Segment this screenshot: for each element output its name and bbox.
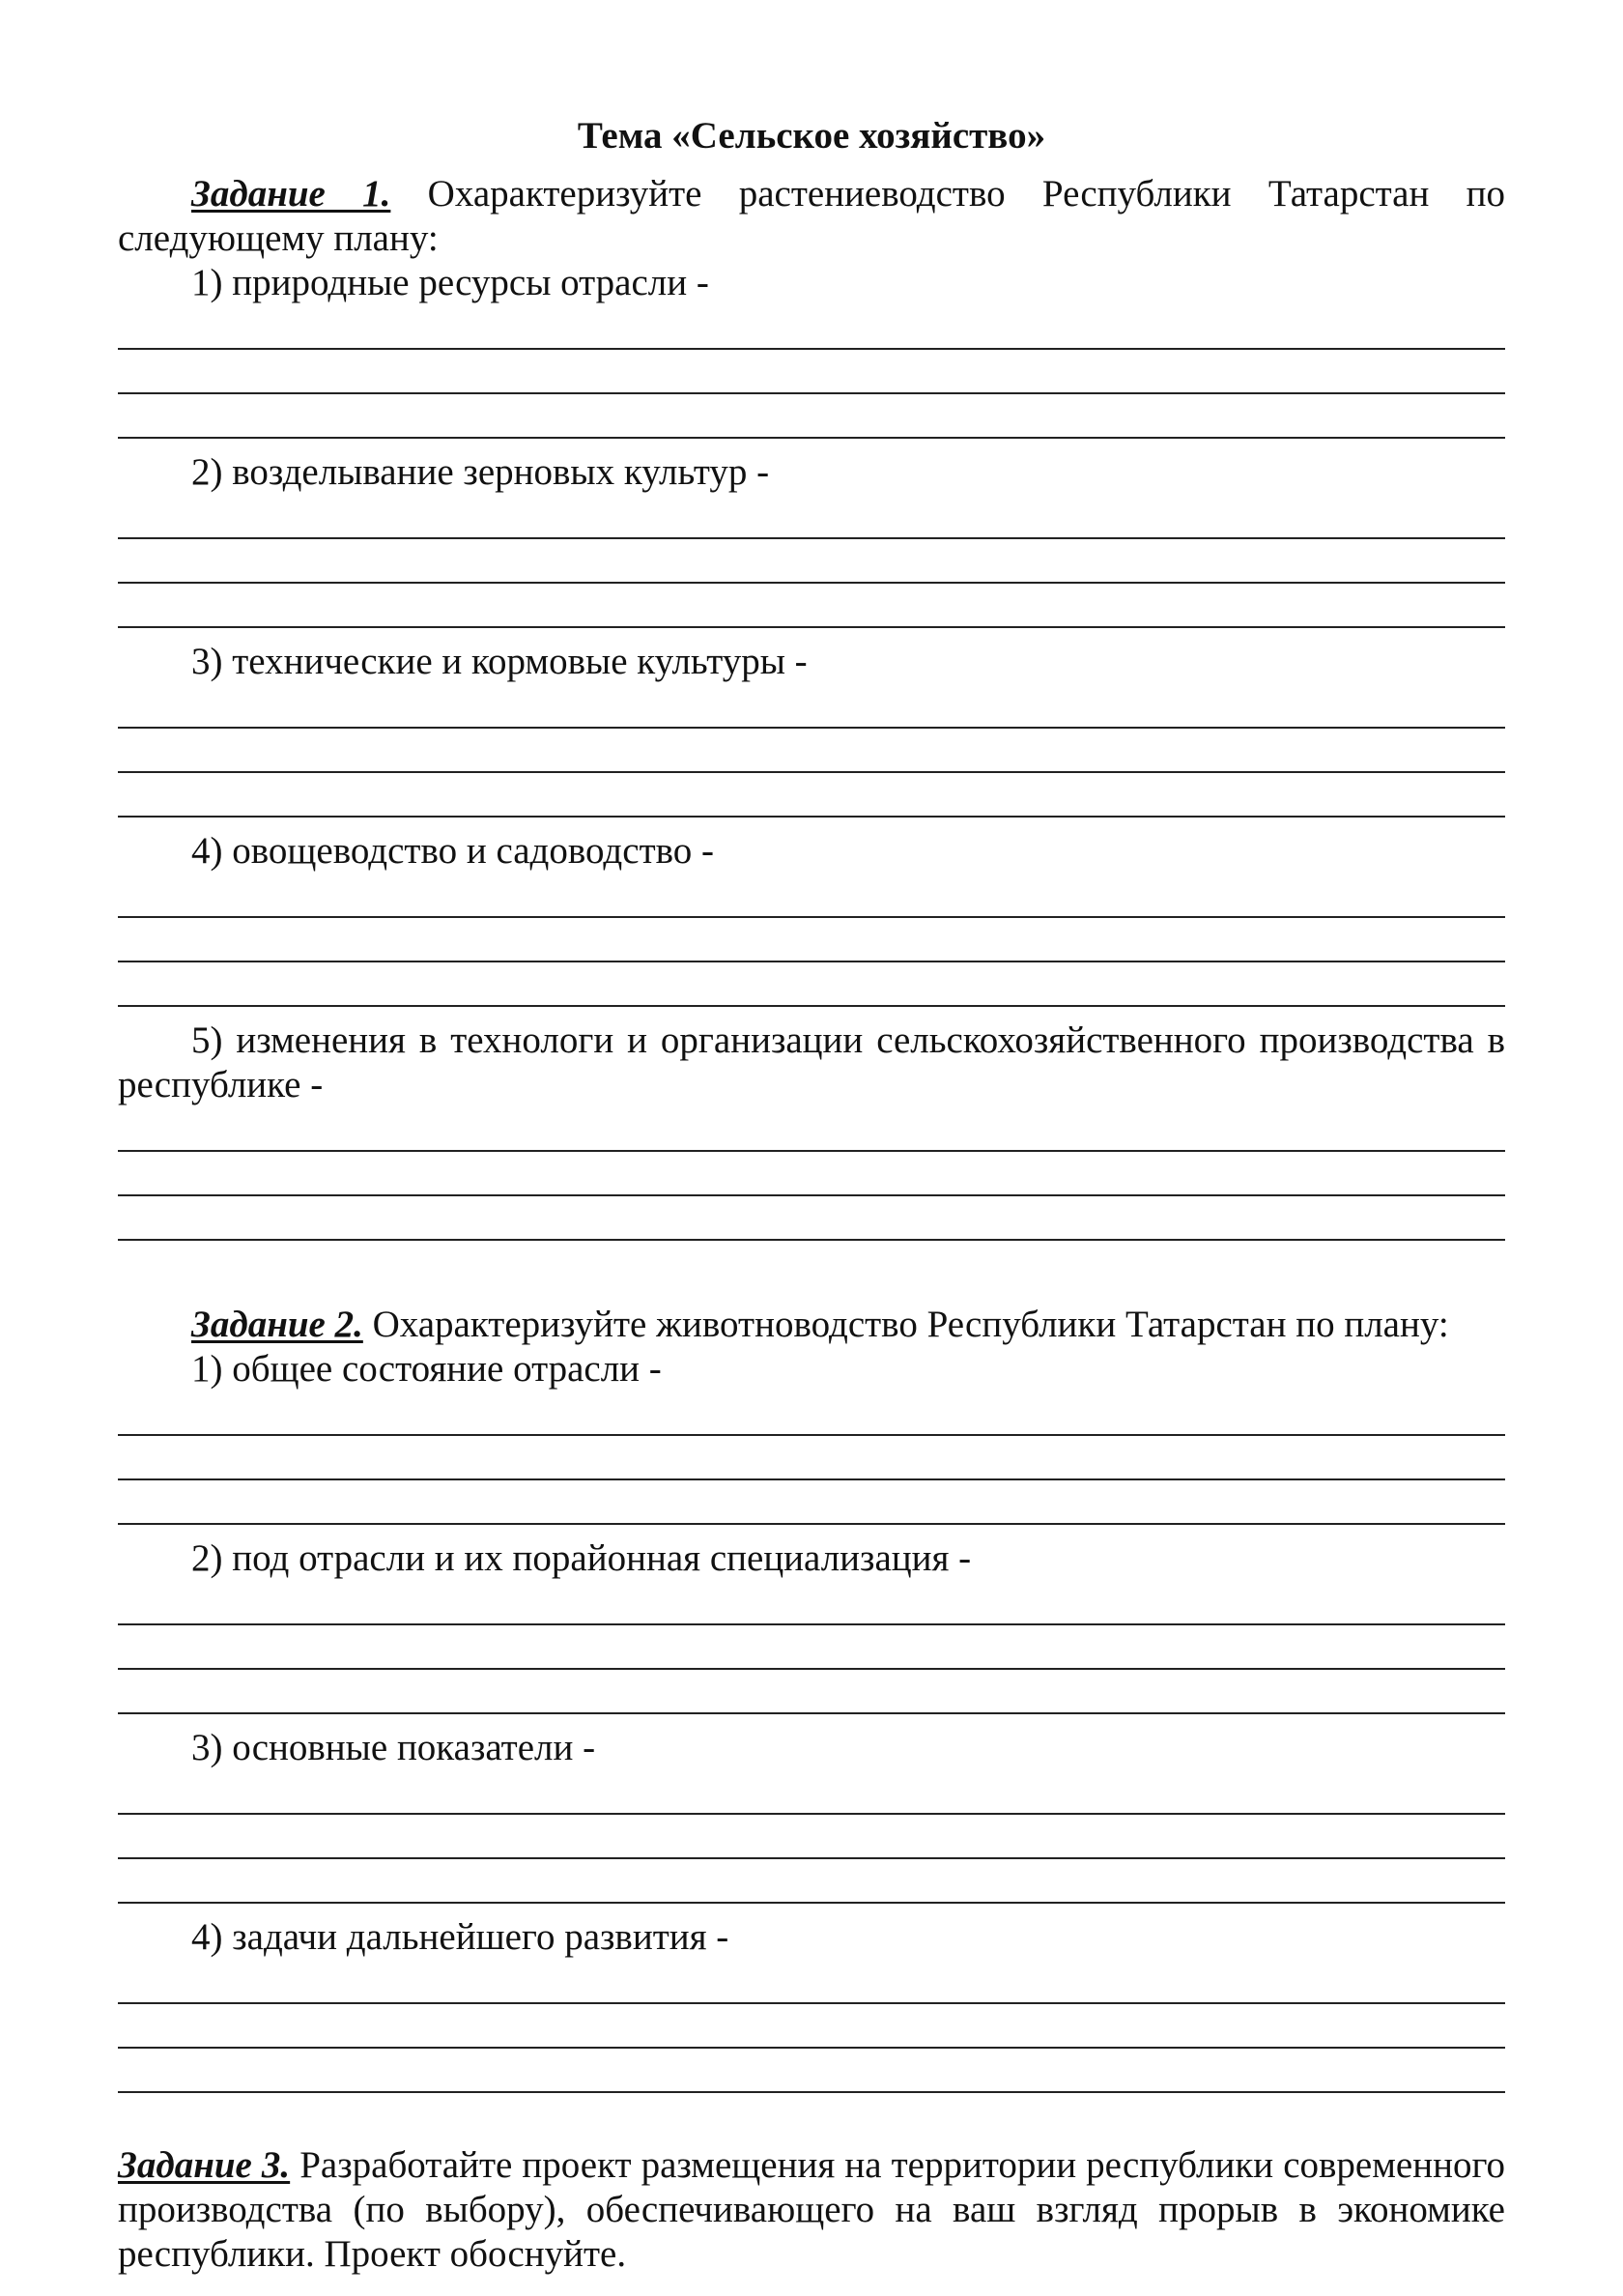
task1-item-2-block xyxy=(118,450,1505,628)
answer-lines xyxy=(118,1581,1505,1714)
answer-line[interactable] xyxy=(118,1196,1505,1241)
task2-item-4-block xyxy=(118,1915,1505,2093)
answer-line[interactable] xyxy=(118,539,1505,584)
answer-line[interactable] xyxy=(118,1480,1505,1525)
answer-line[interactable] xyxy=(118,495,1505,539)
task1-item-5-block xyxy=(118,1019,1505,1241)
answer-line[interactable] xyxy=(118,1770,1505,1815)
answer-lines xyxy=(118,1770,1505,1904)
task2-item-2-block xyxy=(118,1536,1505,1714)
answer-line[interactable] xyxy=(118,773,1505,818)
answer-line[interactable] xyxy=(118,1436,1505,1480)
task2-prompt xyxy=(118,1303,1505,1347)
answer-line[interactable] xyxy=(118,874,1505,918)
task2-item-2: 2) под отрасли и их порайонная специализация - xyxy=(191,1537,972,1579)
answer-line[interactable] xyxy=(118,1670,1505,1714)
answer-line[interactable] xyxy=(118,2049,1505,2093)
answer-lines xyxy=(118,874,1505,1007)
task2-label: Задание 2. xyxy=(191,1304,363,1345)
task2-item-4: 4) задачи дальнейшего развития - xyxy=(191,1916,729,1958)
task1-item-1: 1) природные ресурсы отрасли - xyxy=(191,262,709,303)
answer-line[interactable] xyxy=(118,394,1505,439)
answer-lines xyxy=(118,684,1505,818)
page-title: Тема «Сельское хозяйство» xyxy=(577,115,1046,157)
answer-line[interactable] xyxy=(118,729,1505,773)
answer-lines xyxy=(118,1960,1505,2093)
worksheet-content xyxy=(118,114,1505,2277)
task1-item-2: 2) возделывание зерновых культур - xyxy=(191,451,770,493)
task3-text: Разработайте проект размещения на территории республики современного производства (по выбору), обеспечивающего на ваш взгляд прорыв в экономике республики. Проект обоснуйте. xyxy=(118,2144,1505,2275)
answer-line[interactable] xyxy=(118,305,1505,350)
answer-line[interactable] xyxy=(118,1392,1505,1436)
spacer xyxy=(118,2105,1505,2143)
answer-line[interactable] xyxy=(118,1859,1505,1904)
task2-item-1-block xyxy=(118,1347,1505,1525)
answer-line[interactable] xyxy=(118,350,1505,394)
answer-line[interactable] xyxy=(118,918,1505,962)
task3-label: Задание 3. xyxy=(118,2144,291,2186)
answer-line[interactable] xyxy=(118,1960,1505,2004)
task1-label: Задание 1. xyxy=(191,173,391,215)
task2-text: Охарактеризуйте животноводство Республики Татарстан по плану: xyxy=(362,1304,1449,1345)
spacer xyxy=(118,1252,1505,1303)
task2-item-3: 3) основные показатели - xyxy=(191,1727,596,1768)
answer-line[interactable] xyxy=(118,684,1505,729)
task1-text: Охарактеризуйте растениеводство Республики Татарстан по следующему плану: xyxy=(118,173,1505,259)
task1-item-1-block xyxy=(118,261,1505,439)
answer-line[interactable] xyxy=(118,1107,1505,1152)
task1-item-3: 3) технические и кормовые культуры - xyxy=(191,641,808,682)
answer-line[interactable] xyxy=(118,584,1505,628)
answer-line[interactable] xyxy=(118,962,1505,1007)
answer-lines xyxy=(118,1392,1505,1525)
answer-line[interactable] xyxy=(118,1815,1505,1859)
task1-prompt xyxy=(118,172,1505,261)
answer-line[interactable] xyxy=(118,1625,1505,1670)
task1-item-4-block xyxy=(118,829,1505,1007)
task1-item-4: 4) овощеводство и садоводство - xyxy=(191,830,715,872)
answer-line[interactable] xyxy=(118,1581,1505,1625)
answer-line[interactable] xyxy=(118,2004,1505,2049)
task1-item-5: 5) изменения в технологи и организации сельскохозяйственного производства в республике - xyxy=(118,1019,1505,1105)
task2-item-3-block xyxy=(118,1726,1505,1904)
answer-lines xyxy=(118,1107,1505,1241)
task2-item-1: 1) общее состояние отрасли - xyxy=(191,1348,662,1390)
answer-lines xyxy=(118,495,1505,628)
task3-prompt xyxy=(118,2143,1505,2277)
answer-lines xyxy=(118,305,1505,439)
task1-item-3-block xyxy=(118,640,1505,818)
answer-line[interactable] xyxy=(118,1152,1505,1196)
